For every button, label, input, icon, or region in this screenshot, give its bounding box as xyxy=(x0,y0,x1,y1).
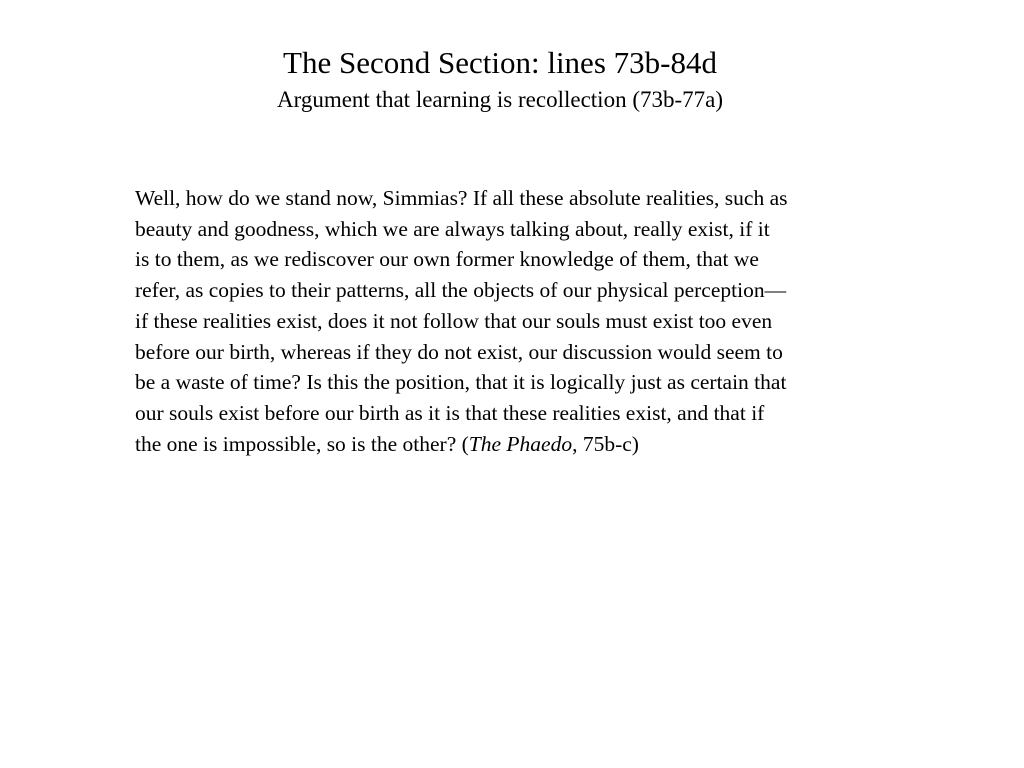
quote-line: refer, as copies to their patterns, all the objects of our physical perception— xyxy=(135,278,787,303)
quote-line: be a waste of time? Is this the position, that it is logically just as certain that xyxy=(135,370,787,395)
slide-subtitle: Argument that learning is recollection (73b-77a) xyxy=(276,87,724,112)
quote-line: our souls exist before our birth as it is that these realities exist, and that if xyxy=(135,400,765,425)
quote-line: beauty and goodness, which we are always talking about, really exist, if it xyxy=(135,216,770,241)
citation-work-title: The Phaedo xyxy=(468,431,573,456)
quote-paragraph xyxy=(135,183,925,459)
slide-title: The Second Section: lines 73b-84d xyxy=(283,45,717,80)
quote-line: Well, how do we stand now, Simmias? If all these absolute realities, such as xyxy=(135,186,788,210)
title-block xyxy=(0,44,1000,114)
citation-reference: , 75b-c) xyxy=(572,431,639,456)
quote-line: before our birth, whereas if they do not exist, our discussion would seem to xyxy=(135,339,783,364)
quote-last-line: the one is impossible, so is the other? ( xyxy=(135,431,469,456)
quote-line: is to them, as we rediscover our own former knowledge of them, that we xyxy=(135,247,759,272)
quote-line: if these realities exist, does it not follow that our souls must exist too even xyxy=(135,308,773,333)
